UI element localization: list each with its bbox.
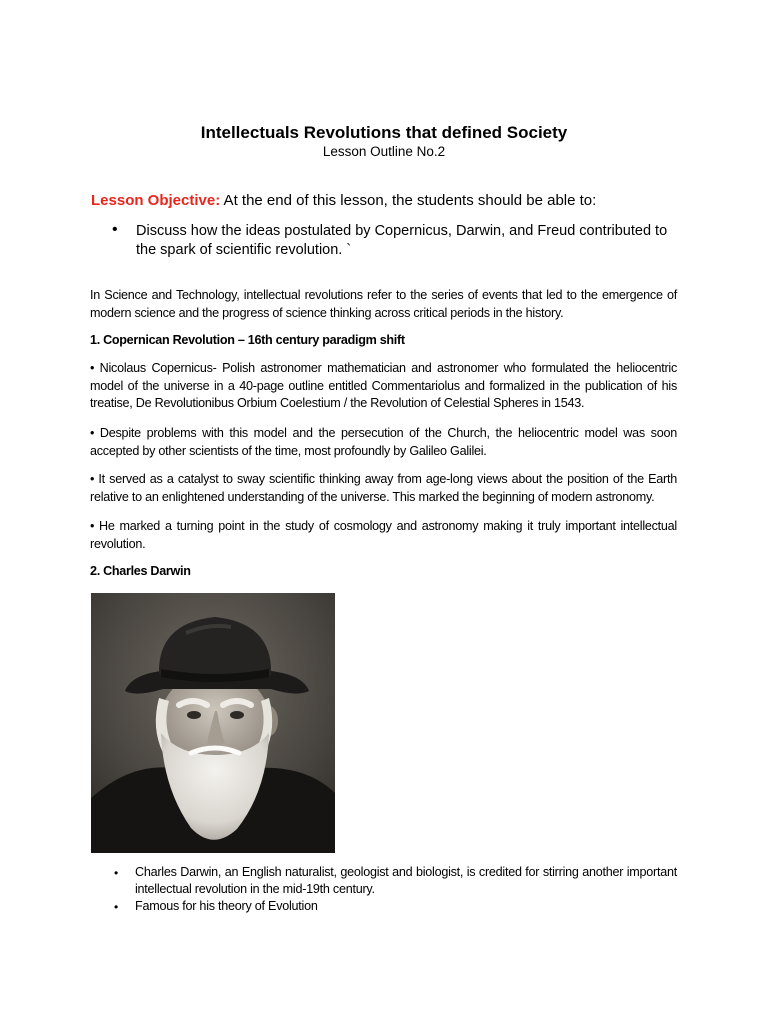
section1-paragraph-1: • Nicolaus Copernicus- Polish astronomer mathematician and astronomer who formulated the heliocentric model of the universe in a 40-page outline entitled Commentariolus and formalized in the publication of his treatise, De Revolutionibus Orbium Coelestium / the Revolution of Celestial Spheres in 1543. bbox=[90, 361, 677, 411]
darwin-bullet-2: • bbox=[114, 900, 119, 914]
objective-bullet: • bbox=[112, 221, 118, 238]
objective-item: Discuss how the ideas postulated by Copernicus, Darwin, and Freud contributed to the spark of scientific revolution. ` bbox=[136, 223, 668, 258]
charles-darwin-portrait bbox=[91, 593, 335, 853]
document-subtitle: Lesson Outline No.2 bbox=[322, 144, 446, 159]
section1-paragraph-2: • Despite problems with this model and the persecution of the Church, the heliocentric model was soon accepted by other scientists of the time, most profoundly by Galileo Galilei. bbox=[90, 426, 677, 458]
lesson-objective-label: Lesson Objective: bbox=[91, 192, 221, 209]
darwin-bullet-1: • bbox=[114, 866, 119, 880]
intro-paragraph: In Science and Technology, intellectual revolutions refer to the series of events that led to the emergence of modern science and the progress of science thinking across critical periods in the history. bbox=[90, 288, 677, 320]
portrait-illustration bbox=[91, 593, 335, 853]
lesson-objective bbox=[91, 192, 596, 209]
darwin-item-1: Charles Darwin, an English naturalist, geologist and biologist, is credited for stirring another important intellectual revolution in the mid-19th century. bbox=[135, 865, 677, 896]
section1-heading: 1. Copernican Revolution – 16th century paradigm shift bbox=[90, 333, 405, 347]
darwin-item-2: Famous for his theory of Evolution bbox=[135, 899, 318, 913]
section1-paragraph-4: • He marked a turning point in the study of cosmology and astronomy making it truly important intellectual revolution. bbox=[90, 519, 677, 551]
lesson-objective-text: At the end of this lesson, the students should be able to: bbox=[220, 192, 597, 209]
section1-paragraph-3: • It served as a catalyst to sway scientific thinking away from age-long views about the position of the Earth relative to an enlightened understanding of the universe. This marked the beginning of modern astronomy. bbox=[90, 472, 677, 504]
document-title: Intellectuals Revolutions that defined Society bbox=[200, 123, 568, 142]
section2-heading: 2. Charles Darwin bbox=[90, 564, 191, 578]
